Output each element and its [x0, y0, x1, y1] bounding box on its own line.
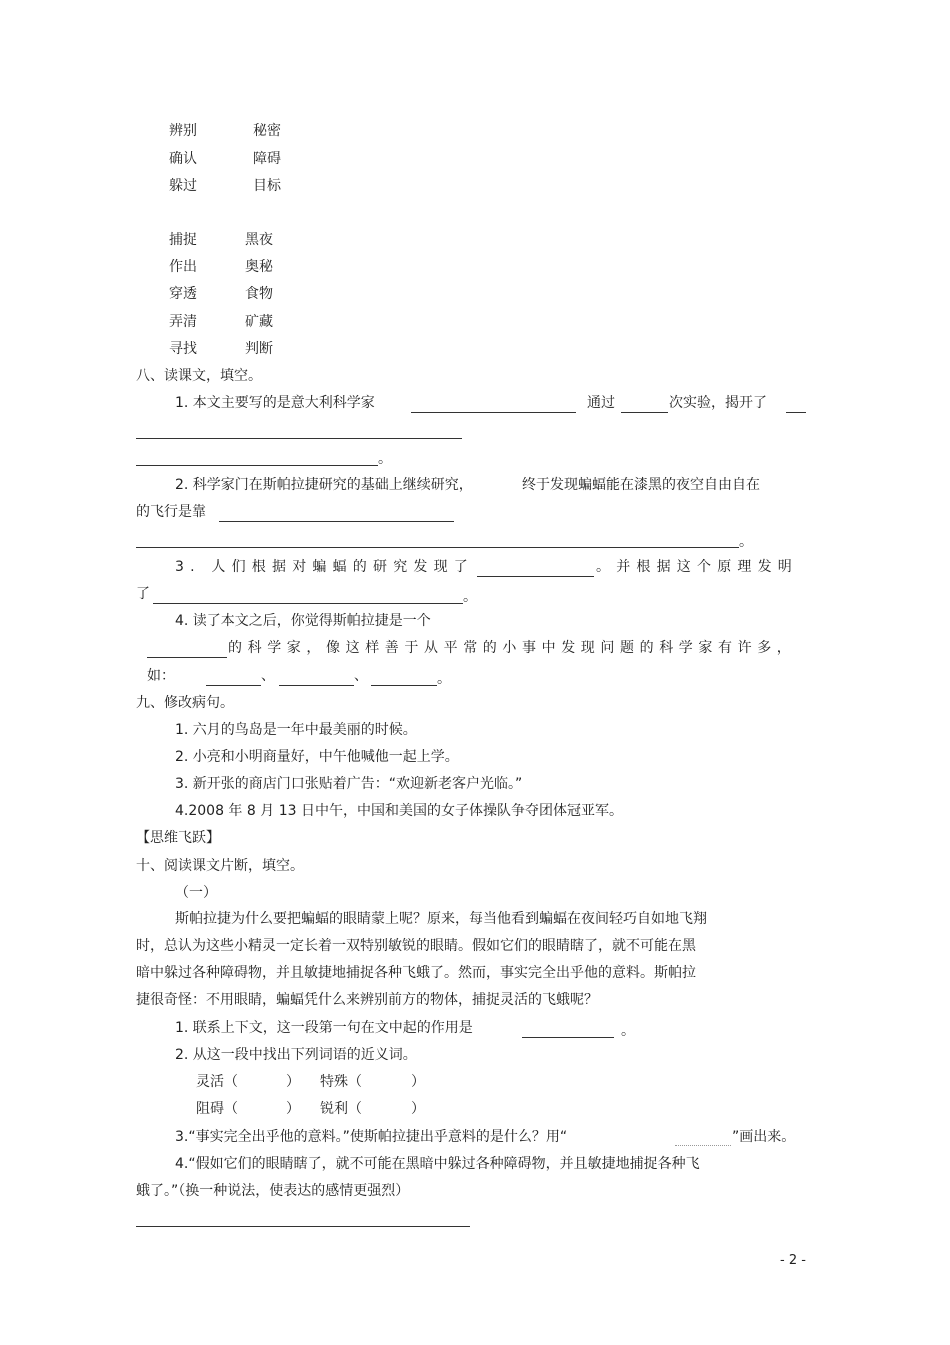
fill-blank[interactable]: [621, 412, 668, 413]
match-right-word: 食物: [245, 286, 273, 302]
match-right-word: 黑夜: [245, 232, 273, 248]
period: 。: [463, 589, 477, 605]
fill-blank[interactable]: [522, 1037, 614, 1038]
part-label: （一）: [175, 885, 217, 901]
question-text: 1. 本文主要写的是意大利科学家: [175, 395, 375, 411]
fill-blank[interactable]: [206, 685, 261, 686]
match-left-word: 辨别: [169, 123, 197, 139]
separator: 、: [261, 668, 275, 684]
period: 。: [621, 1023, 635, 1039]
question-text: 次实验，揭开了: [669, 395, 767, 411]
period: 。: [437, 671, 451, 687]
synonym-bracket: ）: [286, 1101, 300, 1117]
match-right-word: 矿藏: [245, 314, 273, 330]
synonym-word: 锐利（: [320, 1101, 362, 1117]
question-text: 2. 科学家门在斯帕拉捷研究的基础上继续研究，: [175, 477, 473, 493]
match-right-word: 目标: [253, 178, 281, 194]
synonym-word: 特殊（: [320, 1074, 362, 1090]
synonym-bracket: ）: [286, 1074, 300, 1090]
section-label: 【思维飞跃】: [136, 830, 220, 846]
question-text: 2. 从这一段中找出下列词语的近义词。: [175, 1047, 417, 1063]
question-text: 如：: [147, 668, 175, 684]
fill-blank[interactable]: [219, 521, 454, 522]
synonym-word: 阻碍（: [196, 1101, 238, 1117]
match-right-word: 判断: [245, 341, 273, 357]
match-left-word: 作出: [169, 259, 197, 275]
sentence-item: 3. 新开张的商店门口张贴着广告：“欢迎新老客户光临。”: [175, 776, 523, 792]
fill-blank[interactable]: [147, 657, 227, 658]
question-text: 3. 人们根据对蝙蝠的研究发现了: [175, 559, 475, 575]
sentence-item: 4.2008 年 8 月 13 日中午，中国和美国的女子体操队争夺团体冠亚军。: [175, 803, 623, 819]
fill-blank[interactable]: [136, 547, 739, 548]
match-left-word: 捕捉: [169, 232, 197, 248]
passage-line: 捷很奇怪：不用眼睛，蝙蝠凭什么来辨别前方的物体，捕捉灵活的飞蛾呢？: [136, 992, 598, 1008]
fill-blank[interactable]: [279, 685, 354, 686]
fill-blank[interactable]: [477, 576, 594, 577]
fill-blank[interactable]: [136, 465, 378, 466]
match-left-word: 寻找: [169, 341, 197, 357]
synonym-bracket: ）: [411, 1101, 425, 1117]
question-text: 通过: [587, 395, 615, 411]
section-heading: 十、阅读课文片断，填空。: [136, 858, 304, 874]
synonym-word: 灵活（: [196, 1074, 238, 1090]
sentence-item: 1. 六月的鸟岛是一年中最美丽的时候。: [175, 722, 417, 738]
period: 。: [739, 534, 753, 550]
match-right-word: 秘密: [253, 123, 281, 139]
synonym-bracket: ）: [411, 1074, 425, 1090]
question-text: ”画出来。: [732, 1129, 796, 1145]
fill-blank[interactable]: [371, 685, 437, 686]
match-left-word: 弄清: [169, 314, 197, 330]
question-text: 终于发现蝙蝠能在漆黑的夜空自由自在: [522, 477, 760, 493]
question-text: 3.“事实完全出乎他的意料。”使斯帕拉捷出乎意料的是什么？用“: [175, 1129, 568, 1145]
separator: 、: [354, 668, 368, 684]
fill-blank[interactable]: [153, 603, 463, 604]
question-text: 了: [136, 586, 150, 602]
match-left-word: 躲过: [169, 178, 197, 194]
question-text: 的飞行是靠: [136, 504, 206, 520]
fill-blank[interactable]: [786, 412, 806, 413]
wavy-underline-sample: [675, 1145, 731, 1146]
sentence-item: 2. 小亮和小明商量好，中午他喊他一起上学。: [175, 749, 459, 765]
match-left-word: 穿透: [169, 286, 197, 302]
passage-line: 时，总认为这些小精灵一定长着一双特别敏锐的眼睛。假如它们的眼睛瞎了，就不可能在黑: [136, 938, 696, 954]
section-heading: 九、修改病句。: [136, 695, 234, 711]
question-text: 。并根据这个原理发明: [596, 559, 798, 575]
fill-blank[interactable]: [136, 1226, 470, 1227]
match-right-word: 奥秘: [245, 259, 273, 275]
match-left-word: 确认: [169, 151, 197, 167]
question-text: 蛾了。”（换一种说法，使表达的感情更强烈）: [136, 1183, 410, 1199]
question-text: 4.“假如它们的眼睛瞎了，就不可能在黑暗中躲过各种障碍物，并且敏捷地捕捉各种飞: [175, 1156, 700, 1172]
question-text: 1. 联系上下文，这一段第一句在文中起的作用是: [175, 1020, 473, 1036]
section-heading: 八、读课文，填空。: [136, 368, 262, 384]
question-text: 4. 读了本文之后，你觉得斯帕拉捷是一个: [175, 613, 431, 629]
passage-line: 暗中躲过各种障碍物，并且敏捷地捕捉各种飞蛾了。然而，事实完全出乎他的意料。斯帕拉: [136, 965, 696, 981]
fill-blank[interactable]: [136, 438, 462, 439]
passage-line: 斯帕拉捷为什么要把蝙蝠的眼睛蒙上呢？原来，每当他看到蝙蝠在夜间轻巧自如地飞翔: [175, 911, 707, 927]
page-number: - 2 -: [780, 1253, 806, 1268]
period: 。: [378, 451, 392, 467]
fill-blank[interactable]: [411, 412, 576, 413]
match-right-word: 障碍: [253, 151, 281, 167]
question-text: 的科学家，像这样善于从平常的小事中发现问题的科学家有许多，: [228, 640, 797, 656]
